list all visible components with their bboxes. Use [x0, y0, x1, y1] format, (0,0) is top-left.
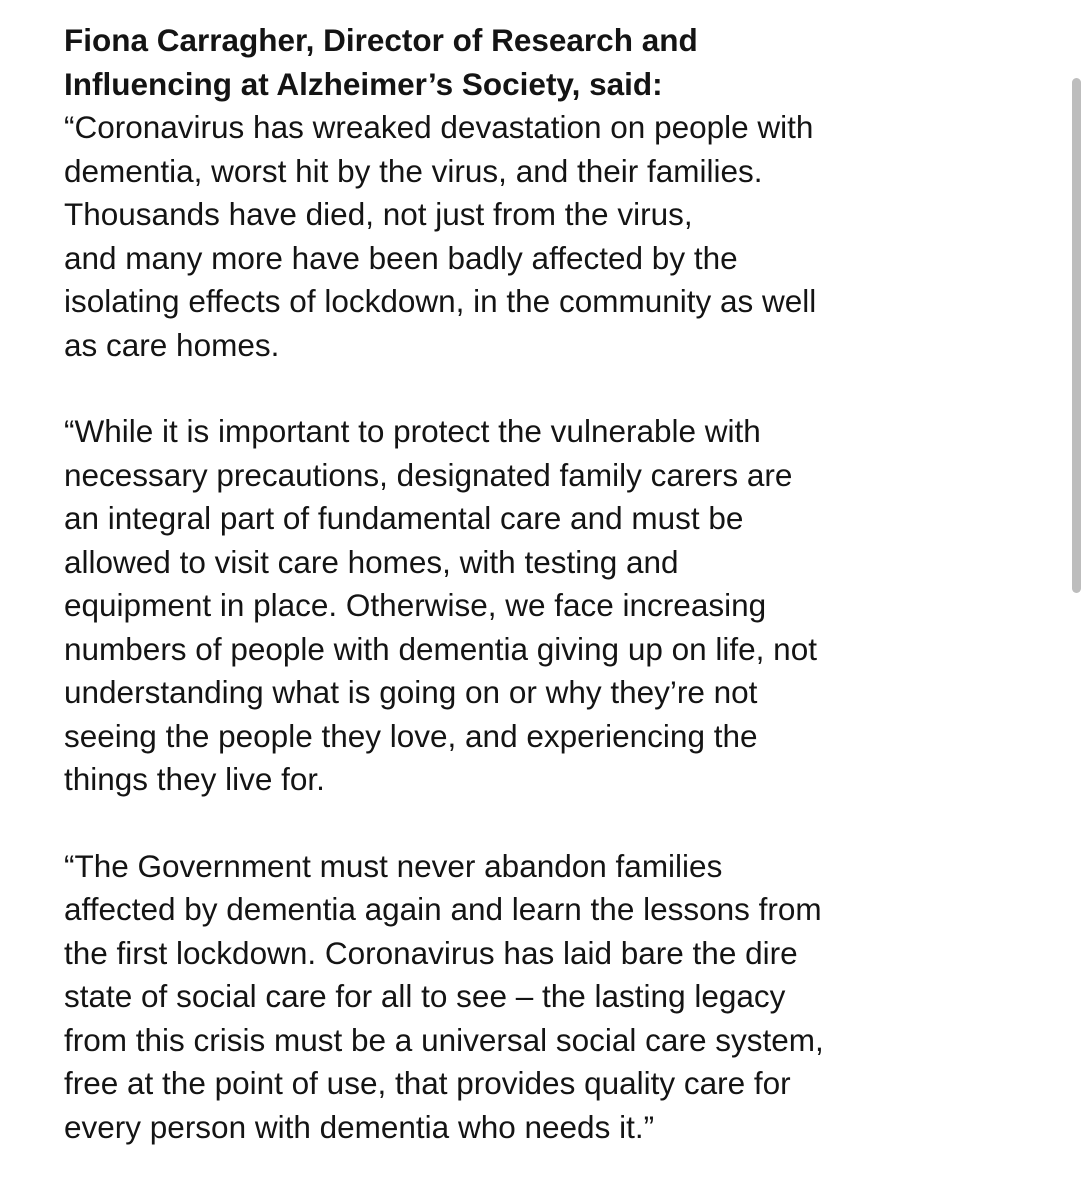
vertical-scrollbar[interactable] — [1072, 78, 1081, 593]
text-line: Thousands have died, not just from the virus, — [64, 196, 693, 232]
text-line: affected by dementia again and learn the lessons from — [64, 891, 822, 927]
text-line: from this crisis must be a universal social care system, — [64, 1021, 824, 1058]
paragraph-spacer — [64, 367, 924, 410]
text-line: dementia, worst hit by the virus, and their families. — [64, 152, 763, 189]
text-line: understanding what is going on or why they’re not — [64, 674, 758, 710]
text-line: every person with dementia who needs it.” — [64, 1108, 655, 1145]
article-body — [64, 19, 924, 1149]
text-line: “Coronavirus has wreaked devastation on people with — [64, 109, 814, 145]
quote-attribution-heading — [64, 19, 924, 106]
text-line: equipment in place. Otherwise, we face increasing — [64, 587, 767, 623]
text-line: as care homes. — [64, 326, 280, 363]
quote-paragraph-3 — [64, 845, 924, 1150]
text-line: free at the point of use, that provides quality care for — [64, 1065, 791, 1101]
paragraph-spacer — [64, 802, 924, 845]
quote-paragraph-1 — [64, 106, 924, 367]
text-line: the first lockdown. Coronavirus has laid bare the dire — [64, 934, 798, 971]
text-line: “While it is important to protect the vulnerable with — [64, 413, 761, 449]
text-line: seeing the people they love, and experiencing the — [64, 717, 758, 754]
heading-line: Fiona Carragher, Director of Research and — [64, 22, 698, 58]
text-line: things they live for. — [64, 761, 325, 797]
text-line: an integral part of fundamental care and must be — [64, 500, 744, 536]
text-line: state of social care for all to see – the lasting legacy — [64, 978, 786, 1014]
text-line: isolating effects of lockdown, in the community as well — [64, 283, 817, 319]
text-line: and many more have been badly affected by the — [64, 239, 738, 276]
text-line: necessary precautions, designated family carers are — [64, 456, 793, 493]
quote-paragraph-2 — [64, 410, 924, 802]
text-line: allowed to visit care homes, with testing and — [64, 543, 679, 580]
text-line: numbers of people with dementia giving up on life, not — [64, 630, 817, 667]
heading-line: Influencing at Alzheimer’s Society, said: — [64, 65, 663, 102]
text-line: “The Government must never abandon families — [64, 847, 723, 884]
